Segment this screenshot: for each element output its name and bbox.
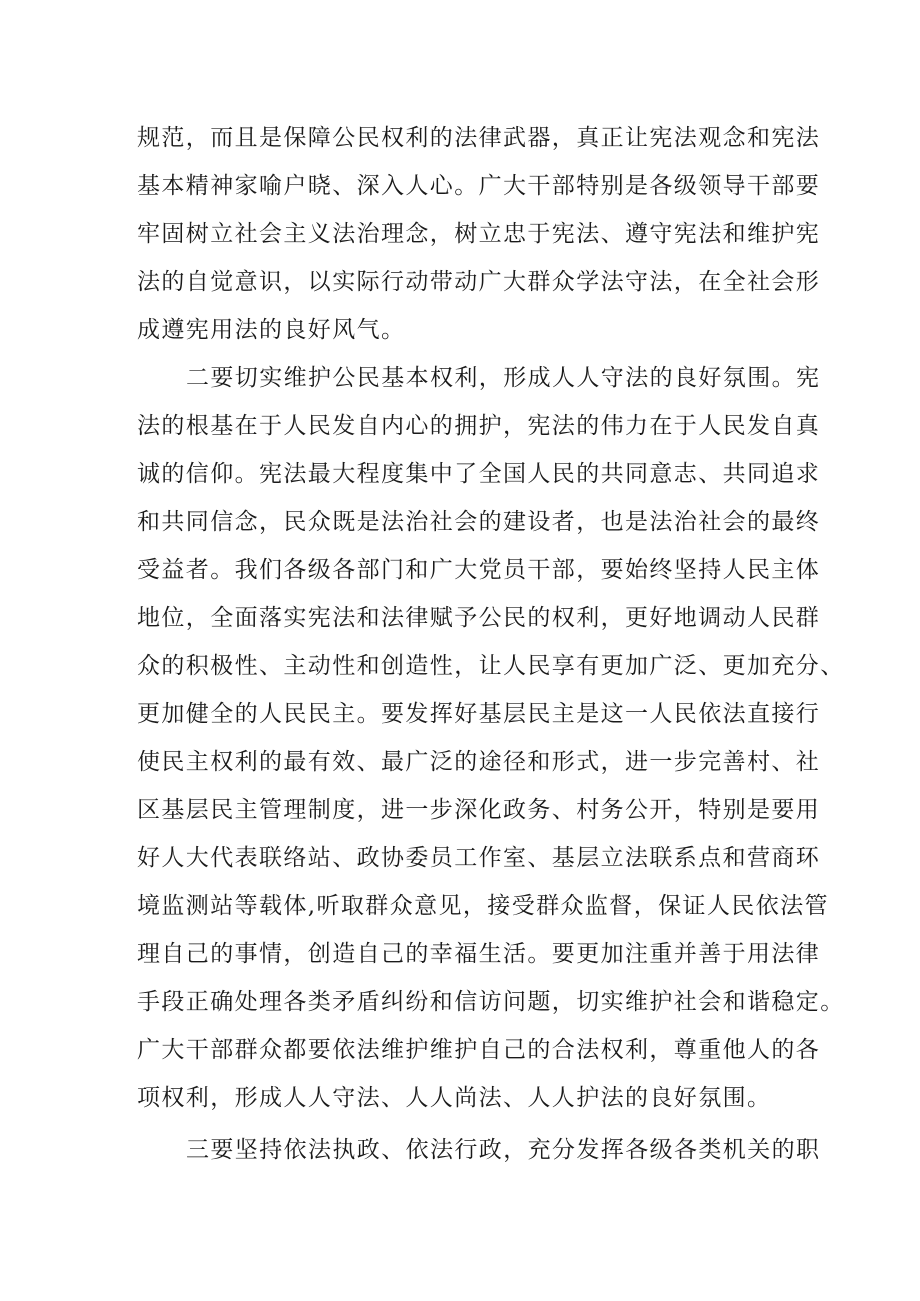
paragraph-start-line: 二要切实维护公民基本权利，形成人人守法的良好氛围。宪 [186, 365, 821, 391]
text-line: 牢固树立社会主义法治理念，树立忠于宪法、遵守宪法和维护宪 [137, 221, 821, 247]
text-line: 广大干部群众都要依法维护维护自己的合法权利，尊重他人的各 [137, 1037, 821, 1063]
text-line: 受益者。我们各级各部门和广大党员干部，要始终坚持人民主体 [137, 557, 821, 583]
text-line: 和共同信念，民众既是法治社会的建设者，也是法治社会的最终 [137, 509, 821, 535]
text-line: 使民主权利的最有效、最广泛的途径和形式，进一步完善村、社 [137, 749, 821, 775]
text-line: 众的积极性、主动性和创造性，让人民享有更加广泛、更加充分、 [137, 653, 845, 679]
paragraph-start-line: 三要坚持依法执政、依法行政，充分发挥各级各类机关的职 [186, 1137, 821, 1163]
text-line: 更加健全的人民民主。要发挥好基层民主是这一人民依法直接行 [137, 701, 821, 727]
text-line: 项权利，形成人人守法、人人尚法、人人护法的良好氛围。 [137, 1085, 772, 1111]
text-line: 基本精神家喻户晓、深入人心。广大干部特别是各级领导干部要 [137, 173, 821, 199]
text-line: 好人大代表联络站、政协委员工作室、基层立法联系点和营商环 [137, 845, 821, 871]
text-line: 手段正确处理各类矛盾纠纷和信访问题，切实维护社会和谐稳定。 [137, 989, 845, 1015]
text-line: 地位，全面落实宪法和法律赋予公民的权利，更好地调动人民群 [137, 605, 821, 631]
text-line: 诚的信仰。宪法最大程度集中了全国人民的共同意志、共同追求 [137, 461, 821, 487]
text-line: 境监测站等载体,听取群众意见，接受群众监督，保证人民依法管 [137, 893, 829, 919]
text-line: 法的自觉意识，以实际行动带动广大群众学法守法，在全社会形 [137, 269, 821, 295]
text-line: 成遵宪用法的良好风气。 [137, 317, 406, 343]
text-line: 理自己的事情，创造自己的幸福生活。要更加注重并善于用法律 [137, 941, 821, 967]
text-line: 法的根基在于人民发自内心的拥护，宪法的伟力在于人民发自真 [137, 413, 821, 439]
text-line: 规范，而且是保障公民权利的法律武器，真正让宪法观念和宪法 [137, 125, 821, 151]
text-line: 区基层民主管理制度，进一步深化政务、村务公开，特别是要用 [137, 797, 821, 823]
